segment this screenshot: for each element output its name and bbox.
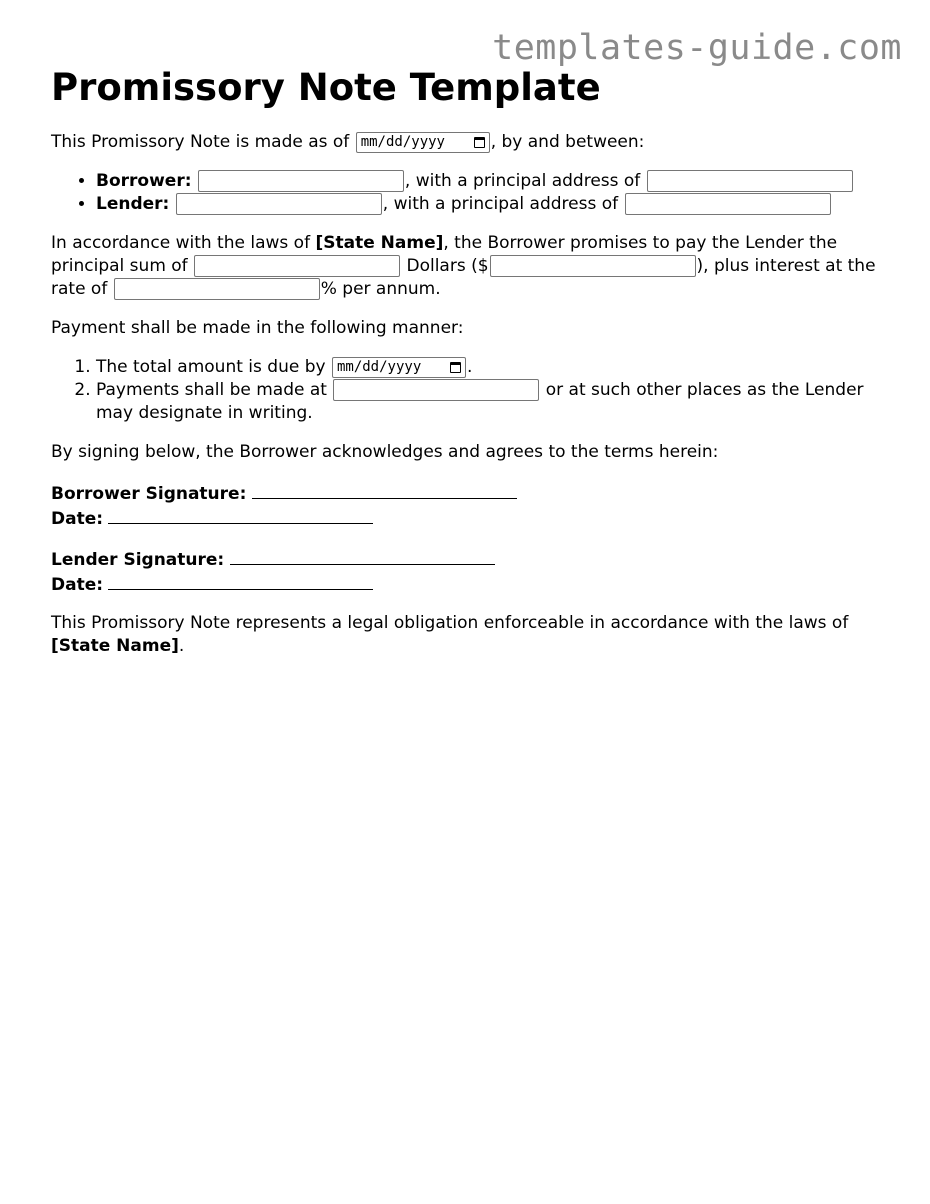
date-placeholder: mm/dd/yyyy <box>336 358 422 375</box>
calendar-icon[interactable] <box>450 362 461 373</box>
closing-period: . <box>178 636 185 656</box>
principal-words-input[interactable] <box>194 255 400 277</box>
accordance-text-3: Dollars ($ <box>401 256 489 276</box>
intro-text-after: , by and between: <box>490 132 645 152</box>
payment-intro: Payment shall be made in the following manner: <box>51 318 464 338</box>
lender-signature-label: Lender Signature: <box>51 550 225 570</box>
borrower-address-text: , with a principal address of <box>404 171 641 191</box>
borrower-name-input[interactable] <box>198 170 404 192</box>
accordance-text-2: , the Borrower promises to pay the Lender the principal sum of <box>51 233 838 276</box>
borrower-signature-label: Borrower Signature: <box>51 484 247 504</box>
closing-text: This Promissory Note represents a legal obligation enforceable in accordance with the laws of <box>51 613 849 633</box>
interest-rate-input[interactable] <box>114 278 320 300</box>
lender-name-input[interactable] <box>176 193 382 215</box>
payment-place-text: Payments shall be made at <box>96 380 333 400</box>
page-title: Promissory Note Template <box>51 66 601 109</box>
lender-date-label: Date: <box>51 575 104 595</box>
due-date-period: . <box>466 357 473 377</box>
payment-place-input[interactable] <box>333 379 539 401</box>
list-item-borrower <box>96 170 881 193</box>
list-item-lender <box>96 193 881 216</box>
list-item-due-date <box>96 356 881 379</box>
signing-intro: By signing below, the Borrower acknowledges and agrees to the terms herein: <box>51 442 719 462</box>
accordance-text-5: % per annum. <box>320 279 441 299</box>
accordance-text-1: In accordance with the laws of <box>51 233 316 253</box>
closing-state-name: [State Name] <box>51 636 179 656</box>
principal-amount-input[interactable] <box>490 255 696 277</box>
closing-paragraph <box>51 612 881 658</box>
borrower-signature-group <box>51 480 881 530</box>
signature-block <box>51 480 881 596</box>
due-date-text: The total amount is due by <box>96 357 331 377</box>
lender-address-text: , with a principal address of <box>382 194 619 214</box>
note-date-input[interactable] <box>356 132 490 153</box>
payment-place-text-after: or at such other places as the Lender may designate in writing. <box>96 380 864 423</box>
lender-signature-line[interactable] <box>230 546 495 565</box>
borrower-date-label: Date: <box>51 509 104 529</box>
borrower-label: Borrower: <box>96 171 192 191</box>
intro-text: This Promissory Note is made as of <box>51 132 355 152</box>
due-date-input[interactable] <box>332 357 466 378</box>
calendar-icon[interactable] <box>474 137 485 148</box>
lender-signature-group <box>51 546 881 596</box>
borrower-address-input[interactable] <box>647 170 853 192</box>
borrower-date-line[interactable] <box>108 505 373 524</box>
document-body <box>51 60 881 674</box>
payment-list <box>51 356 881 425</box>
principal-paragraph <box>51 232 881 301</box>
accordance-text-4: ), plus interest at the rate of <box>51 256 876 299</box>
state-name: [State Name] <box>315 233 444 253</box>
date-placeholder: mm/dd/yyyy <box>360 133 445 150</box>
lender-date-line[interactable] <box>108 571 373 590</box>
lender-label: Lender: <box>96 194 170 214</box>
borrower-signature-line[interactable] <box>252 480 517 499</box>
watermark: templates-guide.com <box>492 28 902 68</box>
intro-paragraph <box>51 131 881 154</box>
list-item-payment-place <box>96 379 881 425</box>
parties-list <box>51 170 881 216</box>
lender-address-input[interactable] <box>625 193 831 215</box>
